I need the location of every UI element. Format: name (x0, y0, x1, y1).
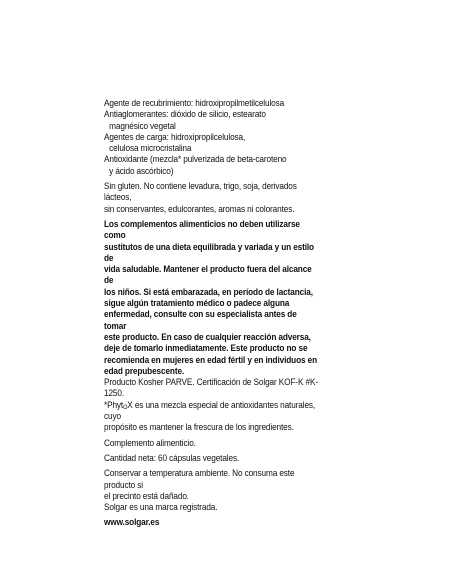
storage-line-1: Conservar a temperatura ambiente. No consuma este producto si (104, 468, 295, 491)
warning-line: sustitutos de una dieta equilibrada y variada y un estilo de (104, 241, 314, 264)
ingredient-filler: Agentes de carga: hidroxipropilcelulosa, (104, 131, 246, 143)
warning-line: vida saludable. Mantener el producto fuera del alcance de (104, 264, 312, 287)
kosher-certification: Producto Kosher PARVE. Certificación de Solgar KOF-K #K-1250. (104, 377, 318, 400)
ingredient-antioxidant: Antioxidante (mezcla* pulverizada de beta-caroteno (104, 154, 287, 166)
storage-section (104, 468, 319, 502)
warning-line: los niños. Si está embarazada, en período de lactancia, (104, 286, 313, 298)
ingredients-section (104, 98, 319, 177)
website-url: www.solgar.es (104, 517, 160, 529)
phytox-prefix: *Phyt (104, 399, 124, 411)
free-from-section (104, 181, 319, 215)
net-quantity: Cantidad neta: 60 cápsulas vegetales. (104, 452, 240, 464)
storage-line-2: el precinto está dañado. (104, 490, 189, 502)
phytox-note (104, 400, 319, 434)
warning-line: Los complementos alimenticios no deben utilizarse como (104, 218, 300, 242)
ingredient-filler-cont: celulosa microcristalina (109, 143, 192, 155)
warning-line: sigue algún tratamiento médico o padece alguna (104, 298, 290, 310)
phytox-subscript: O (123, 403, 128, 411)
ingredient-antioxidant-cont: y ácido ascórbico) (109, 165, 174, 177)
ingredient-anticaking: Antiaglomerantes: dióxido de silicio, estearato (104, 109, 266, 121)
phytox-line-1 (104, 400, 319, 423)
free-from-line-2: sin conservantes, edulcorantes, aromas ni colorantes. (104, 203, 295, 215)
trademark-note: Solgar es una marca registrada. (104, 502, 218, 514)
ingredient-coating: Agente de recubrimiento: hidroxipropilmetilcelulosa (104, 98, 285, 109)
phytox-line-2: propósito es mantener la frescura de los ingredientes. (104, 422, 294, 434)
warning-line: recomienda en mujeres en edad fértil y en individuos en (104, 354, 317, 366)
free-from-line-1: Sin gluten. No contiene levadura, trigo, soja, derivados lácteos, (104, 181, 297, 204)
warning-line: deje de tomarlo inmediatamente. Este producto no se (104, 343, 308, 355)
warning-section (104, 219, 319, 377)
product-label-text (104, 98, 319, 529)
ingredient-anticaking-cont: magnésico vegetal (109, 120, 176, 132)
warning-line: este producto. En caso de cualquier reacción adversa, (104, 331, 311, 343)
phytox-suffix: X es una mezcla especial de antioxidantes naturales, cuyo (104, 399, 316, 423)
product-category: Complemento alimenticio. (104, 437, 196, 449)
warning-line: enfermedad, consulte con su especialista antes de tomar (104, 309, 297, 332)
warning-line: edad prepubescente. (104, 365, 185, 377)
